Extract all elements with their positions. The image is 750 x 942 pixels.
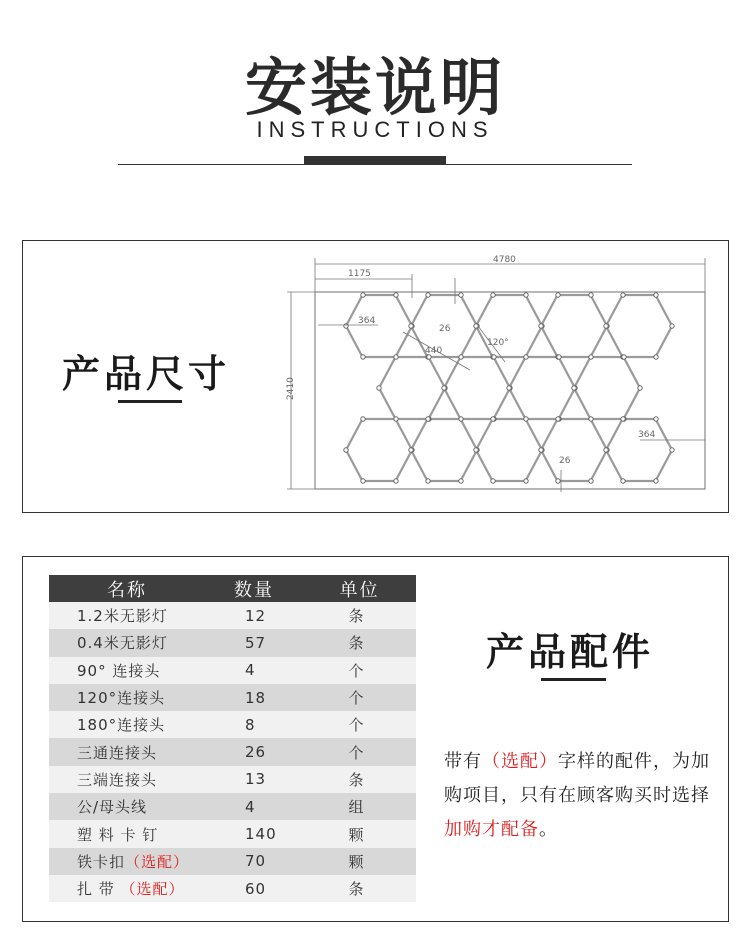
connector-joint: [459, 293, 463, 297]
connector-joint: [572, 386, 576, 390]
row-qty: 4: [205, 793, 303, 820]
connector-joint: [621, 417, 625, 421]
header-accent-bar: [304, 156, 446, 165]
table-row: [49, 684, 416, 711]
col-header-unit: 单位: [303, 575, 416, 602]
connector-joint: [377, 386, 381, 390]
connector-joint: [474, 324, 478, 328]
table-row: [49, 738, 416, 765]
product-accessories-underline: [541, 678, 606, 681]
hexagon-light: [541, 419, 607, 481]
connector-joint: [589, 293, 593, 297]
row-name-text: 1.2米无影灯: [77, 607, 168, 626]
row-qty: 26: [205, 738, 303, 765]
table-row: [49, 629, 416, 656]
table-row: [49, 875, 416, 902]
col-header-name: 名称: [49, 575, 205, 602]
connector-joint: [507, 386, 511, 390]
connector-joint: [524, 355, 528, 359]
connector-joint: [604, 324, 608, 328]
connector-joint: [409, 448, 413, 452]
row-name: [49, 820, 205, 847]
note-highlight: 加购才配备: [444, 819, 539, 840]
dim-gap-bottom: 26: [559, 456, 571, 466]
hexagon-light: [574, 357, 640, 419]
hexagon-light: [411, 419, 477, 481]
row-name-text: 扎 带: [77, 880, 121, 899]
row-name: [49, 602, 205, 629]
note-text-2: 字样的配件，为加购项目，只有在顾客购买时选择: [444, 751, 710, 806]
dim-gap-top: 26: [439, 324, 451, 334]
connector-joint: [394, 293, 398, 297]
row-name: [49, 793, 205, 820]
connector-joint: [426, 417, 430, 421]
connector-joint: [394, 417, 398, 421]
row-name: [49, 766, 205, 793]
hexagon-light: [509, 357, 575, 419]
row-name-text: 三通连接头: [77, 743, 158, 762]
page-title: 安装说明: [244, 51, 505, 124]
hexagon-light: [476, 295, 542, 357]
row-qty: 60: [205, 875, 303, 902]
row-name: [49, 738, 205, 765]
connector-joint: [622, 355, 626, 359]
connector-joint: [491, 293, 495, 297]
connector-joint: [604, 448, 608, 452]
connector-joint: [524, 479, 528, 483]
connector-joint: [491, 479, 495, 483]
note-text-end: 。: [539, 819, 558, 840]
hexagon-light: [346, 295, 412, 357]
hexagon-light: [476, 419, 542, 481]
connector-joint: [670, 448, 674, 452]
connector-joint: [621, 479, 625, 483]
row-name-text: 铁卡扣: [77, 852, 126, 871]
row-name-text: 三端连接头: [77, 770, 158, 789]
row-name: [49, 848, 205, 875]
connector-joint: [344, 324, 348, 328]
row-optional-tag: （选配）: [125, 852, 190, 871]
page-subtitle: INSTRUCTIONS: [256, 117, 494, 142]
connector-joint: [539, 448, 543, 452]
hexagon-light: [444, 357, 510, 419]
row-name-text: 塑 料 卡 钉: [77, 825, 159, 844]
connector-joint: [409, 324, 413, 328]
hexagon-light: [541, 295, 607, 357]
note-optional-tag: （选配）: [482, 751, 558, 772]
row-qty: 8: [205, 711, 303, 738]
connector-joint: [459, 479, 463, 483]
connector-joint: [589, 479, 593, 483]
dim-hex-width-right: 364: [638, 430, 656, 440]
row-unit: 个: [303, 684, 416, 711]
connector-joint: [589, 355, 593, 359]
product-size-title: 产品尺寸: [62, 352, 231, 396]
row-name-text: 180°连接头: [77, 716, 166, 735]
connector-joint: [524, 293, 528, 297]
connector-joint: [459, 355, 463, 359]
row-unit: 颗: [303, 848, 416, 875]
dimension-drawing: [275, 250, 715, 500]
row-unit: 个: [303, 738, 416, 765]
optional-accessories-note: [444, 745, 714, 847]
row-unit: 个: [303, 657, 416, 684]
connector-joint: [361, 417, 365, 421]
row-unit: 条: [303, 629, 416, 656]
connector-joint: [638, 386, 642, 390]
table-header-row: [49, 575, 416, 602]
accessories-table: [49, 575, 416, 902]
connector-joint: [361, 479, 365, 483]
row-qty: 57: [205, 629, 303, 656]
table-row: [49, 820, 416, 847]
dim-hex-length: 440: [425, 346, 443, 356]
table-row: [49, 657, 416, 684]
connector-joint: [426, 293, 430, 297]
hexagon-light: [606, 295, 672, 357]
row-unit: 条: [303, 875, 416, 902]
hexagon-light: [606, 419, 672, 481]
connector-joint: [361, 355, 365, 359]
row-unit: 个: [303, 711, 416, 738]
table-row: [49, 766, 416, 793]
connector-joint: [524, 417, 528, 421]
dim-total-width: 4780: [493, 255, 516, 265]
row-qty: 70: [205, 848, 303, 875]
hexagon-light: [379, 357, 445, 419]
product-size-underline: [118, 400, 182, 403]
connector-joint: [361, 293, 365, 297]
dim-hex-width-left: 364: [358, 316, 376, 326]
connector-joint: [589, 417, 593, 421]
col-header-qty: 数量: [205, 575, 303, 602]
connector-joint: [621, 293, 625, 297]
row-qty: 140: [205, 820, 303, 847]
row-unit: 颗: [303, 820, 416, 847]
note-text-1: 带有: [444, 751, 482, 772]
row-name-text: 公/母头线: [77, 798, 148, 817]
row-qty: 12: [205, 602, 303, 629]
dim-offset: 1175: [348, 269, 371, 279]
connector-joint: [556, 293, 560, 297]
table-row: [49, 848, 416, 875]
connector-joint: [654, 355, 658, 359]
connector-joint: [474, 448, 478, 452]
hexagon-light: [346, 419, 412, 481]
connector-joint: [654, 417, 658, 421]
row-name-text: 0.4米无影灯: [77, 634, 168, 653]
connector-joint: [539, 324, 543, 328]
connector-joint: [442, 386, 446, 390]
connector-joint: [491, 417, 495, 421]
connector-joint: [556, 417, 560, 421]
connector-joint: [556, 479, 560, 483]
row-unit: 条: [303, 766, 416, 793]
product-accessories-title: 产品配件: [486, 630, 655, 674]
connector-joint: [654, 293, 658, 297]
row-name-text: 90° 连接头: [77, 661, 161, 680]
connector-joint: [426, 479, 430, 483]
row-optional-tag: （选配）: [120, 880, 185, 899]
row-qty: 4: [205, 657, 303, 684]
connector-joint: [557, 355, 561, 359]
row-name: [49, 875, 205, 902]
row-name: [49, 629, 205, 656]
row-name: [49, 657, 205, 684]
table-row: [49, 602, 416, 629]
dim-total-height: 2410: [286, 377, 296, 400]
connector-joint: [670, 324, 674, 328]
connector-joint: [459, 417, 463, 421]
row-qty: 18: [205, 684, 303, 711]
row-name: [49, 684, 205, 711]
table-row: [49, 711, 416, 738]
row-name: [49, 711, 205, 738]
connector-joint: [492, 355, 496, 359]
connector-joint: [394, 355, 398, 359]
row-name-text: 120°连接头: [77, 689, 166, 708]
connector-joint: [394, 479, 398, 483]
row-unit: 条: [303, 602, 416, 629]
dim-angle: 120°: [487, 338, 509, 348]
row-qty: 13: [205, 766, 303, 793]
row-unit: 组: [303, 793, 416, 820]
connector-joint: [344, 448, 348, 452]
table-row: [49, 793, 416, 820]
connector-joint: [654, 479, 658, 483]
